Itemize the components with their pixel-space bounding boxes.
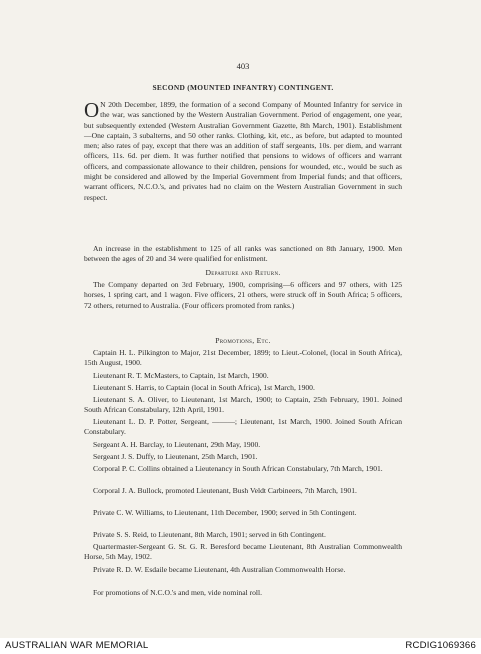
departure-paragraph: The Company departed on 3rd February, 1900, comprising—6 officers and 97 others, with 125 horses, 1 spring cart, and 1 wagon. Five officers, 21 others, were struck off in South Africa; 5 officers, 72 others, returned to Australia. (Four officers promoted from ranks.) (84, 280, 402, 310)
promotion-entry: Captain H. L. Pilkington to Major, 21st December, 1899; to Lieut.-Colonel, (local in South Africa), 15th August, 1900. (84, 348, 402, 368)
footer-source: AUSTRALIAN WAR MEMORIAL (5, 640, 149, 651)
promotion-entry: Lieutenant S. Harris, to Captain (local in South Africa), 1st March, 1900. (93, 383, 315, 392)
promotion-entry: For promotions of N.C.O.'s and men, vide nominal roll. (93, 588, 263, 597)
departure-heading: Departure and Return. (205, 268, 281, 277)
promotion-entry: Private R. D. W. Esdaile became Lieutenant, 4th Australian Commonwealth Horse. (93, 565, 346, 574)
promotion-entry: Lieutenant L. D. P. Potter, Sergeant, ———; Lieutenant, 1st March, 1900. Joined South African Constabulary. (84, 417, 402, 437)
promotion-entry: Corporal J. A. Bullock, promoted Lieutenant, Bush Veldt Carbineers, 7th March, 1901. (93, 486, 357, 495)
intro-paragraph (84, 100, 402, 203)
intro-text: N 20th December, 1899, the formation of a second Company of Mounted Infantry for service in the war, was sanctioned by the Western Australian Government. Period of engagement, one year, but subsequently extended (Western Australian Government Gazette, 8th March, 1901). Establishment—One captain, 3 subalterns, and 50 other ranks. Clothing, kit, etc., as before, but adapted to mounted men; also rates of pay, except that there was an addition of staff sergeants, 10s. per diem, and warrant officers, 11s. 6d. per diem. It was further notified that pensions to widows of officers and warrant officers, and compassionate allowance to their children, pensions for wounded, etc., would be such as might be considered and allowed by the Imperial Government from Imperial funds; and that officers, warrant officers, N.C.O.'s, and privates had no claim on the Western Australian Government in such respect. (84, 100, 402, 202)
section-title: SECOND (MOUNTED INFANTRY) CONTINGENT. (152, 83, 334, 92)
promotion-entry: Lieutenant R. T. McMasters, to Captain, 1st March, 1900. (93, 371, 269, 380)
archive-footer (0, 638, 481, 654)
drop-cap: O (84, 98, 100, 122)
promotions-heading: Promotions, Etc. (215, 336, 271, 345)
promotion-entry: Private C. W. Williams, to Lieutenant, 11th December, 1900; served in 5th Contingent. (93, 508, 357, 517)
increase-paragraph: An increase in the establishment to 125 of all ranks was sanctioned on 8th January, 1900. Men between the ages of 20 and 34 were qualified for enlistment. (84, 244, 402, 264)
promotion-entry: Sergeant A. H. Barclay, to Lieutenant, 29th May, 1900. (93, 440, 261, 449)
promotion-entry: Corporal P. C. Collins obtained a Lieutenancy in South African Constabulary, 7th March, 1901. (93, 464, 383, 473)
page-number: 403 (236, 61, 250, 71)
promotion-entry: Quartermaster-Sergeant G. St. G. R. Beresford became Lieutenant, 8th Australian Commonwealth Horse, 5th May, 1902. (84, 542, 402, 562)
promotion-entry: Lieutenant S. A. Oliver, to Lieutenant, 1st March, 1900; to Captain, 25th February, 1901. Joined South African Constabulary, 12th April, 1901. (84, 395, 402, 415)
footer-id: RCDIG1069366 (405, 640, 476, 651)
promotion-entry: Sergeant J. S. Duffy, to Lieutenant, 25th March, 1901. (93, 452, 258, 461)
promotion-entry: Private S. S. Reid, to Lieutenant, 8th March, 1901; served in 6th Contingent. (93, 530, 326, 539)
